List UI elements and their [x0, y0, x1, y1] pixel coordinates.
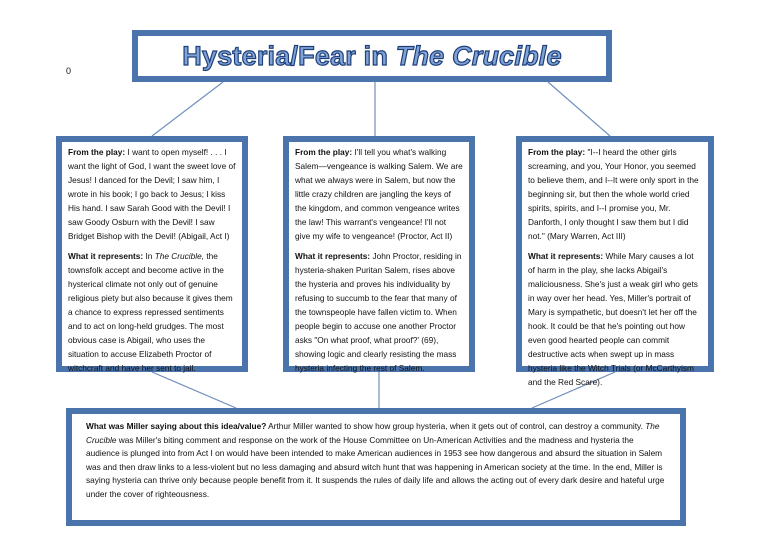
title-box — [132, 30, 612, 82]
miller-message-text: What was Miller saying about this idea/value? Arthur Miller wanted to show how group hysteria, when it gets out of control, can destroy a community. The Crucible was Miller's biting comment and response on the work of the House Committee on Un-American Activities and the madness and hysteria the audience is plunged into from Act I on would have been intended to make American audiences in 1953 see how dangerous and absurd the situation in Salem was and then draw links to a less-violent but no less damaging and absurd witch hunt that was happening in American society at the time. In the end, Miller is saying hysteria can thrive only because people benefit from it. It suspends the rules of daily life and allows the acting out of every dark desire and hateful urge under the cover of righteousness. — [86, 421, 665, 499]
represents-mary-warren: What it represents: While Mary causes a lot of harm in the play, she lacks Abigail's maliciousness. She's just a weak girl who gets in way over her head. Yes, Miller's portrait of Mary is sympathetic, but doesn't let her off the hook. It could be that he's pointing out how even good hearted people can commit destructive acts when swept up in mass hysteria like the Witch Trials (or McCarthyism and the Red Scare). — [528, 251, 698, 387]
box-miller-message — [66, 408, 686, 526]
quote-mary-warren: From the play: "I--I heard the other girls screaming, and you, Your Honor, you seemed to believe them, and I--It were only sport in the beginning sir, but then the whole world cried spirits, spirits, and I--I promise you, Mr. Danforth, I only thought I saw them but I did not." (Mary Warren, Act III) — [528, 147, 699, 241]
box-abigail — [56, 136, 248, 372]
represents-abigail: What it represents: In The Crucible, the townsfolk accept and become active in the hysterical climate not only out of genuine religious piety but also because it gives them a chance to express repressed sentiments and to act on long-held grudges. The most obvious case is Abigail, who uses the situation to accuse Elizabeth Proctor of witchcraft and have her sent to jail. — [68, 251, 233, 373]
page-title: Hysteria/Fear in The Crucible — [182, 40, 562, 71]
box-mary-warren — [516, 136, 714, 387]
quote-abigail: From the play: I want to open myself! . . . I want the light of God, I want the sweet love of Jesus! I danced for the Devil; I saw him, I wrote in his book; I go back to Jesus; I kiss His hand. I saw Sarah Good with the Devil! I saw Goody Osburn with the Devil! I saw Bridget Bishop with the Devil! (Abigail, Act I) — [68, 147, 236, 241]
connector-left-bottom — [152, 372, 236, 408]
connector-title-right — [548, 82, 610, 136]
quote-proctor: From the play: I'll tell you what's walking Salem—vengeance is walking Salem. We are what we always were in Salem, but now the little crazy children are jangling the keys of the kingdom, and common vengeance writes the law! This warrant's vengeance! I'll not give my wife to vengeance! (Proctor, Act II) — [295, 147, 463, 241]
box-proctor — [283, 136, 475, 372]
represents-proctor: What it represents: John Proctor, residing in hysteria-shaken Puritan Salem, rises above the hysteria and proves his individuality by refusing to succumb to the fear that many of the townspeople have fallen victim to. When people begin to accuse one another Proctor asks "On what proof, what proof?' (69), showing logic and clearly resisting the mass hysteria infecting the rest of Salem. — [295, 251, 462, 373]
connector-title-left — [152, 82, 223, 136]
page-number: 0 — [66, 66, 72, 76]
